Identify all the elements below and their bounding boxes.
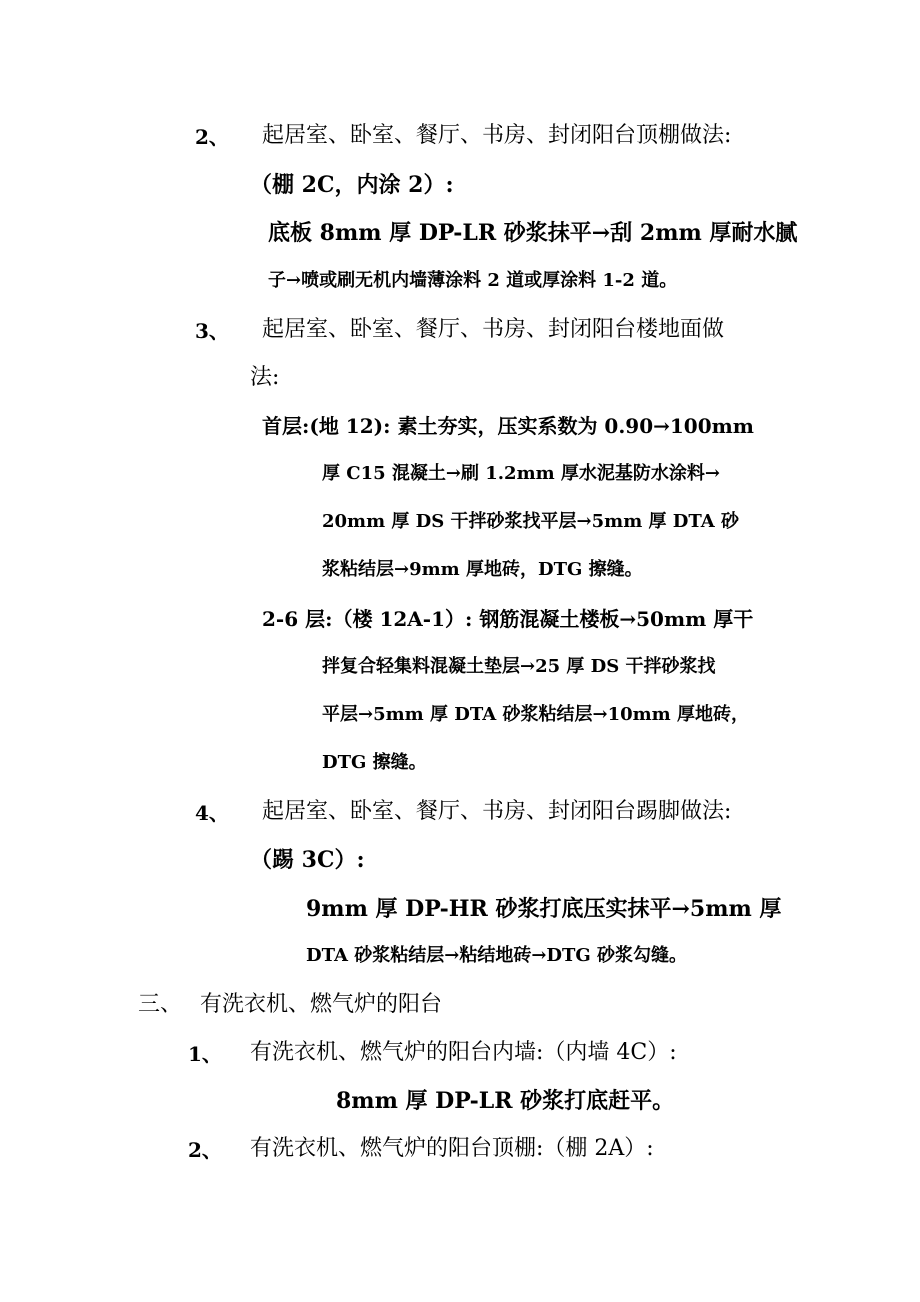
item-number-2: 2、 (195, 125, 229, 149)
upper-floor-line-2: 拌复合轻集料混凝土垫层→25 厚 DS 干拌砂浆找 (322, 656, 716, 677)
section-3-number: 三、 (138, 992, 183, 1017)
item-4-title: 起居室、卧室、餐厅、书房、封闭阳台踢脚做法: (262, 799, 732, 824)
item-number-3: 3、 (195, 319, 229, 343)
upper-floor-line-3: 平层→5mm 厚 DTA 砂浆粘结层→10mm 厚地砖， (322, 704, 749, 725)
item-3-title: 起居室、卧室、餐厅、书房、封闭阳台楼地面做 (262, 317, 725, 342)
item-2-body-line-2: 子→喷或刷无机内墙薄涂料 2 道或厚涂料 1-2 道。 (268, 270, 678, 291)
item-4-body-line-2: DTA 砂浆粘结层→粘结地砖→DTG 砂浆勾缝。 (306, 945, 688, 966)
item-3-title-cont: 法: (250, 365, 280, 390)
ground-floor-line-4: 浆粘结层→9mm 厚地砖，DTG 擦缝。 (322, 559, 643, 580)
item-4-body-line-1: 9mm 厚 DP-HR 砂浆打底压实抹平→5mm 厚 (306, 896, 782, 922)
section-3-item-1-title: 有洗衣机、燃气炉的阳台内墙:（内墙 4C）: (250, 1040, 677, 1065)
ground-floor-line-1: 首层:(地 12): 素土夯实，压实系数为 0.90→100mm (262, 414, 754, 438)
section-3-item-number-2: 2、 (188, 1138, 222, 1162)
upper-floor-line-4: DTG 擦缝。 (322, 752, 427, 773)
item-2-title: 起居室、卧室、餐厅、书房、封闭阳台顶棚做法: (262, 123, 732, 148)
upper-floor-line-1: 2-6 层:（楼 12A-1）: 钢筋混凝土楼板→50mm 厚干 (262, 607, 754, 631)
ground-floor-line-2: 厚 C15 混凝土→刷 1.2mm 厚水泥基防水涂料→ (322, 463, 721, 484)
item-number-4: 4、 (195, 801, 229, 825)
ground-floor-line-3: 20mm 厚 DS 干拌砂浆找平层→5mm 厚 DTA 砂 (322, 511, 740, 532)
item-4-code: （踢 3C）: (250, 847, 365, 873)
item-2-code: （棚 2C，内涂 2）: (250, 172, 454, 198)
section-3-item-1-body: 8mm 厚 DP-LR 砂浆打底赶平。 (336, 1088, 675, 1114)
section-3-title: 有洗衣机、燃气炉的阳台 (200, 992, 443, 1017)
section-3-item-number-1: 1、 (188, 1042, 222, 1066)
section-3-item-2-title: 有洗衣机、燃气炉的阳台顶棚:（棚 2A）: (250, 1136, 654, 1161)
item-2-body-line-1: 底板 8mm 厚 DP-LR 砂浆抹平→刮 2mm 厚耐水腻 (268, 220, 798, 246)
